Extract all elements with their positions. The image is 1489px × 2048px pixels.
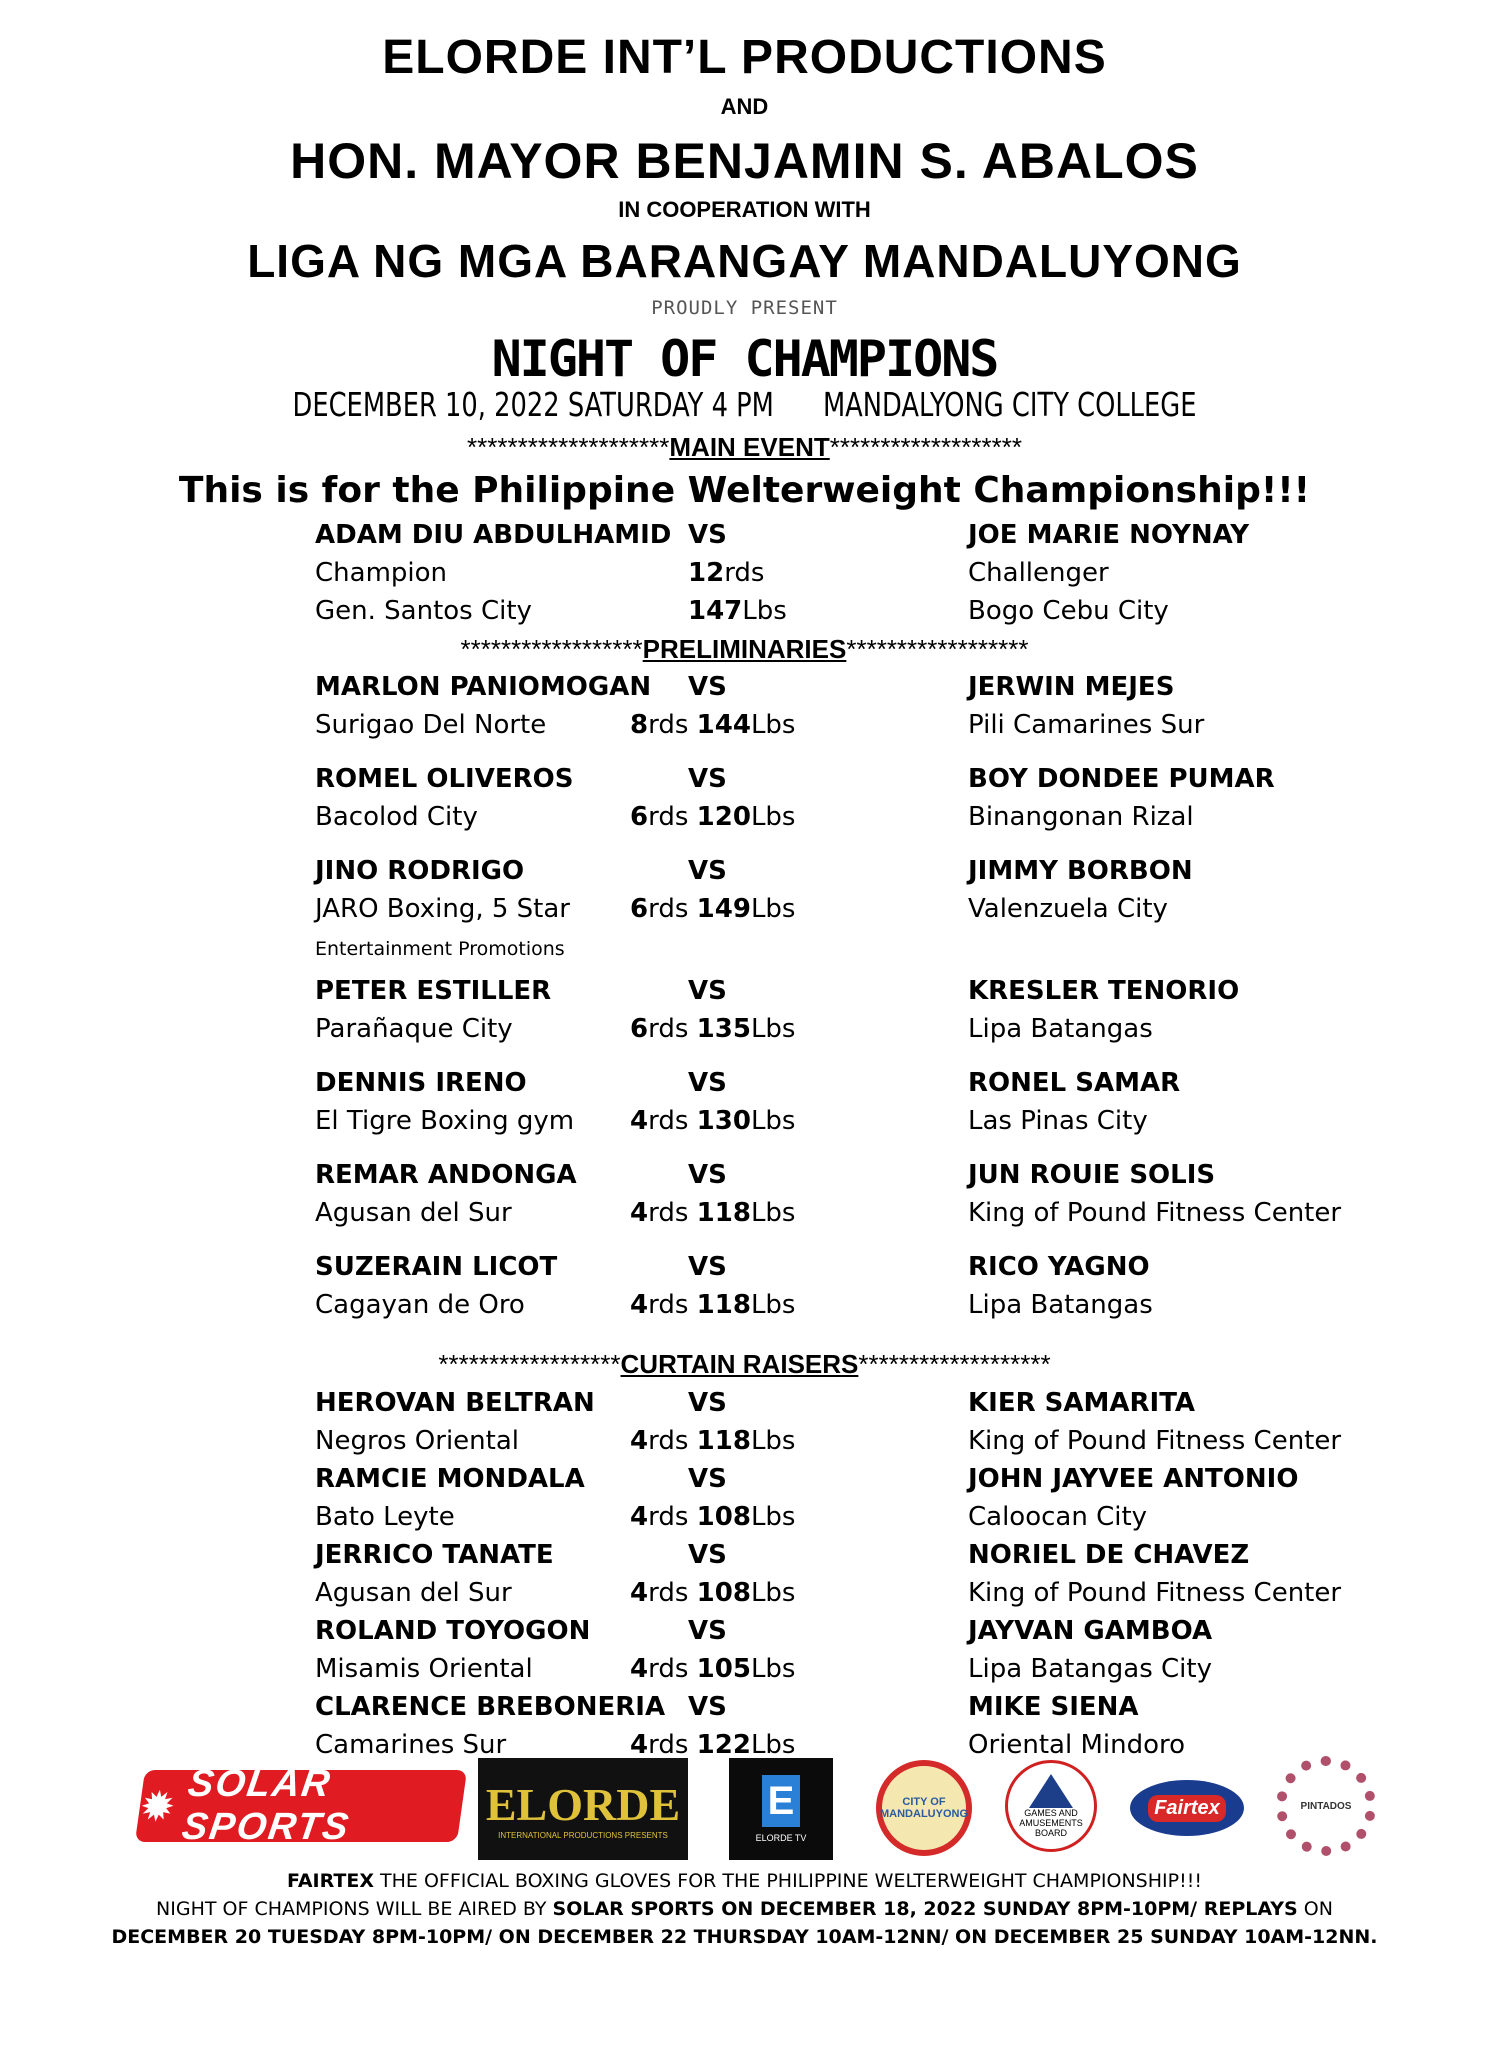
preliminaries-divider: ******************PRELIMINARIES****************** bbox=[460, 634, 1029, 664]
fighter-a-name: ROLAND TOYOGON bbox=[315, 1616, 591, 1646]
elorde-tv-logo: E ELORDE TV bbox=[729, 1758, 833, 1860]
main-fighter-a: ADAM DIU ABDULHAMID bbox=[315, 520, 672, 550]
fairtex-logo: Fairtex bbox=[1130, 1780, 1244, 1836]
fighter-b-origin: King of Pound Fitness Center bbox=[968, 1426, 1342, 1456]
fighter-a-origin: JARO Boxing, 5 Star bbox=[315, 894, 570, 924]
fighter-b-name: JIMMY BORBON bbox=[968, 856, 1193, 886]
fighter-b-name: KRESLER TENORIO bbox=[968, 976, 1240, 1006]
fighter-a-origin: Misamis Oriental bbox=[315, 1654, 533, 1684]
triangle-icon bbox=[1029, 1774, 1073, 1808]
fighter-a-origin: Agusan del Sur bbox=[315, 1198, 512, 1228]
fighter-b-name: JAYVAN GAMBOA bbox=[968, 1616, 1213, 1646]
vs-label: VS bbox=[688, 1540, 727, 1570]
main-event-divider: ********************MAIN EVENT******************* bbox=[467, 432, 1022, 462]
main-role-b: Challenger bbox=[968, 558, 1109, 588]
fighter-b-name: JUN ROUIE SOLIS bbox=[968, 1160, 1216, 1190]
gab-seal-logo: GAMES AND AMUSEMENTS BOARD bbox=[1005, 1760, 1097, 1852]
main-role-a: Champion bbox=[315, 558, 448, 588]
fighter-a-name: PETER ESTILLER bbox=[315, 976, 552, 1006]
promoter-title: ELORDE INT’L PRODUCTIONS bbox=[382, 31, 1107, 84]
fighter-a-name: RAMCIE MONDALA bbox=[315, 1464, 585, 1494]
bout-rounds-weight: 4rds 122Lbs bbox=[630, 1730, 796, 1760]
fighter-a-name: REMAR ANDONGA bbox=[315, 1160, 577, 1190]
proudly-present-label: PROUDLY PRESENT bbox=[651, 297, 838, 319]
fighter-b-name: KIER SAMARITA bbox=[968, 1388, 1196, 1418]
fighter-a-name: DENNIS IRENO bbox=[315, 1068, 527, 1098]
fighter-b-name: MIKE SIENA bbox=[968, 1692, 1139, 1722]
main-city-a: Gen. Santos City bbox=[315, 596, 532, 626]
fighter-b-origin: Lipa Batangas bbox=[968, 1014, 1153, 1044]
vs-label: VS bbox=[688, 1252, 727, 1282]
bout-rounds-weight: 4rds 108Lbs bbox=[630, 1502, 796, 1532]
vs-label: VS bbox=[688, 1160, 727, 1190]
curtain-raisers-label: CURTAIN RAISERS bbox=[620, 1349, 859, 1379]
fighter-a-origin: Surigao Del Norte bbox=[315, 710, 547, 740]
vs-label: VS bbox=[688, 1068, 727, 1098]
main-rounds: 12rds bbox=[688, 558, 765, 588]
fighter-b-name: BOY DONDEE PUMAR bbox=[968, 764, 1275, 794]
sun-icon: ✹ bbox=[136, 1782, 181, 1830]
fighter-b-name: JERWIN MEJES bbox=[968, 672, 1175, 702]
main-fighter-b: JOE MARIE NOYNAY bbox=[968, 520, 1250, 550]
main-city-b: Bogo Cebu City bbox=[968, 596, 1169, 626]
event-date: DECEMBER 10, 2022 SATURDAY 4 PM bbox=[292, 385, 774, 424]
vs-label: VS bbox=[688, 1692, 727, 1722]
bout-rounds-weight: 6rds 135Lbs bbox=[630, 1014, 796, 1044]
event-venue: MANDALYONG CITY COLLEGE bbox=[822, 385, 1197, 424]
mandaluyong-seal-logo: CITY OF MANDALUYONG bbox=[876, 1760, 972, 1856]
cooperation-label: IN COOPERATION WITH bbox=[618, 197, 871, 222]
preliminaries-label: PRELIMINARIES bbox=[642, 634, 847, 664]
main-weight: 147Lbs bbox=[688, 596, 787, 626]
fighter-b-origin: Caloocan City bbox=[968, 1502, 1148, 1532]
bout-rounds-weight: 6rds 120Lbs bbox=[630, 802, 796, 832]
bout-rounds-weight: 4rds 130Lbs bbox=[630, 1106, 796, 1136]
event-title: NIGHT OF CHAMPIONS bbox=[491, 330, 998, 388]
bout-rounds-weight: 4rds 108Lbs bbox=[630, 1578, 796, 1608]
fighter-a-name: SUZERAIN LICOT bbox=[315, 1252, 558, 1282]
fighter-a-name: JERRICO TANATE bbox=[315, 1540, 554, 1570]
fighter-a-origin: El Tigre Boxing gym bbox=[315, 1106, 575, 1136]
fighter-b-origin: Binangonan Rizal bbox=[968, 802, 1194, 832]
fighter-a-origin: Agusan del Sur bbox=[315, 1578, 512, 1608]
fighter-b-origin: Lipa Batangas bbox=[968, 1290, 1153, 1320]
bout-rounds-weight: 8rds 144Lbs bbox=[630, 710, 796, 740]
bout-rounds-weight: 6rds 149Lbs bbox=[630, 894, 796, 924]
fighter-a-origin: Negros Oriental bbox=[315, 1426, 519, 1456]
elorde-logo: ELORDE INTERNATIONAL PRODUCTIONS PRESENTS bbox=[478, 1758, 688, 1860]
vs-label: VS bbox=[688, 856, 727, 886]
footer-line-2: NIGHT OF CHAMPIONS WILL BE AIRED BY SOLAR SPORTS ON DECEMBER 18, 2022 SUNDAY 8PM-10PM/ REPLAYS ON bbox=[156, 1898, 1333, 1920]
fighter-b-name: NORIEL DE CHAVEZ bbox=[968, 1540, 1250, 1570]
fighter-a-origin: Cagayan de Oro bbox=[315, 1290, 525, 1320]
fighter-a-origin: Bacolod City bbox=[315, 802, 478, 832]
bout-rounds-weight: 4rds 118Lbs bbox=[630, 1290, 796, 1320]
liga-title: LIGA NG MGA BARANGAY MANDALUYONG bbox=[247, 235, 1242, 287]
fighter-b-origin: King of Pound Fitness Center bbox=[968, 1578, 1342, 1608]
fighter-b-origin: Las Pinas City bbox=[968, 1106, 1148, 1136]
main-vs: VS bbox=[688, 520, 727, 550]
fighter-b-origin: King of Pound Fitness Center bbox=[968, 1198, 1342, 1228]
footer-line-1: FAIRTEX THE OFFICIAL BOXING GLOVES FOR THE PHILIPPINE WELTERWEIGHT CHAMPIONSHIP!!! bbox=[287, 1870, 1202, 1892]
bout-rounds-weight: 4rds 118Lbs bbox=[630, 1198, 796, 1228]
fighter-a-name: ROMEL OLIVEROS bbox=[315, 764, 574, 794]
fighter-a-origin: Parañaque City bbox=[315, 1014, 513, 1044]
main-event-label: MAIN EVENT bbox=[669, 432, 830, 462]
fighter-a-name: CLARENCE BREBONERIA bbox=[315, 1692, 666, 1722]
fighter-b-name: RICO YAGNO bbox=[968, 1252, 1150, 1282]
footer-line-3: DECEMBER 20 TUESDAY 8PM-10PM/ ON DECEMBER 22 THURSDAY 10AM-12NN/ ON DECEMBER 25 SUNDAY 10AM-12NN. bbox=[111, 1926, 1378, 1948]
bout-rounds-weight: 4rds 105Lbs bbox=[630, 1654, 796, 1684]
vs-label: VS bbox=[688, 1464, 727, 1494]
and-label: AND bbox=[720, 94, 769, 119]
solar-sports-logo: ✹ SOLAR SPORTS bbox=[135, 1770, 467, 1842]
vs-label: VS bbox=[688, 764, 727, 794]
fighter-b-origin: Valenzuela City bbox=[968, 894, 1168, 924]
fighter-a-name: JINO RODRIGO bbox=[315, 856, 525, 886]
fighter-a-name: MARLON PANIOMOGAN bbox=[315, 672, 652, 702]
fighter-b-name: JOHN JAYVEE ANTONIO bbox=[968, 1464, 1299, 1494]
vs-label: VS bbox=[688, 1616, 727, 1646]
fighter-a-origin: Camarines Sur bbox=[315, 1730, 507, 1760]
fighter-b-name: RONEL SAMAR bbox=[968, 1068, 1181, 1098]
fighter-a-name: HEROVAN BELTRAN bbox=[315, 1388, 595, 1418]
fighter-a-origin: Bato Leyte bbox=[315, 1502, 455, 1532]
pintados-logo: PINTADOS bbox=[1276, 1756, 1376, 1856]
fighter-b-origin: Lipa Batangas City bbox=[968, 1654, 1212, 1684]
vs-label: VS bbox=[688, 1388, 727, 1418]
vs-label: VS bbox=[688, 976, 727, 1006]
bout-rounds-weight: 4rds 118Lbs bbox=[630, 1426, 796, 1456]
mayor-title: HON. MAYOR BENJAMIN S. ABALOS bbox=[290, 133, 1199, 189]
fighter-b-origin: Pili Camarines Sur bbox=[968, 710, 1205, 740]
vs-label: VS bbox=[688, 672, 727, 702]
event-date-venue bbox=[164, 385, 1325, 424]
championship-title: This is for the Philippine Welterweight Championship!!! bbox=[178, 470, 1311, 511]
curtain-raisers-divider: ******************CURTAIN RAISERS******************* bbox=[438, 1349, 1051, 1379]
fighter-b-origin: Oriental Mindoro bbox=[968, 1730, 1186, 1760]
fighter-a-origin-extra: Entertainment Promotions bbox=[315, 938, 565, 960]
